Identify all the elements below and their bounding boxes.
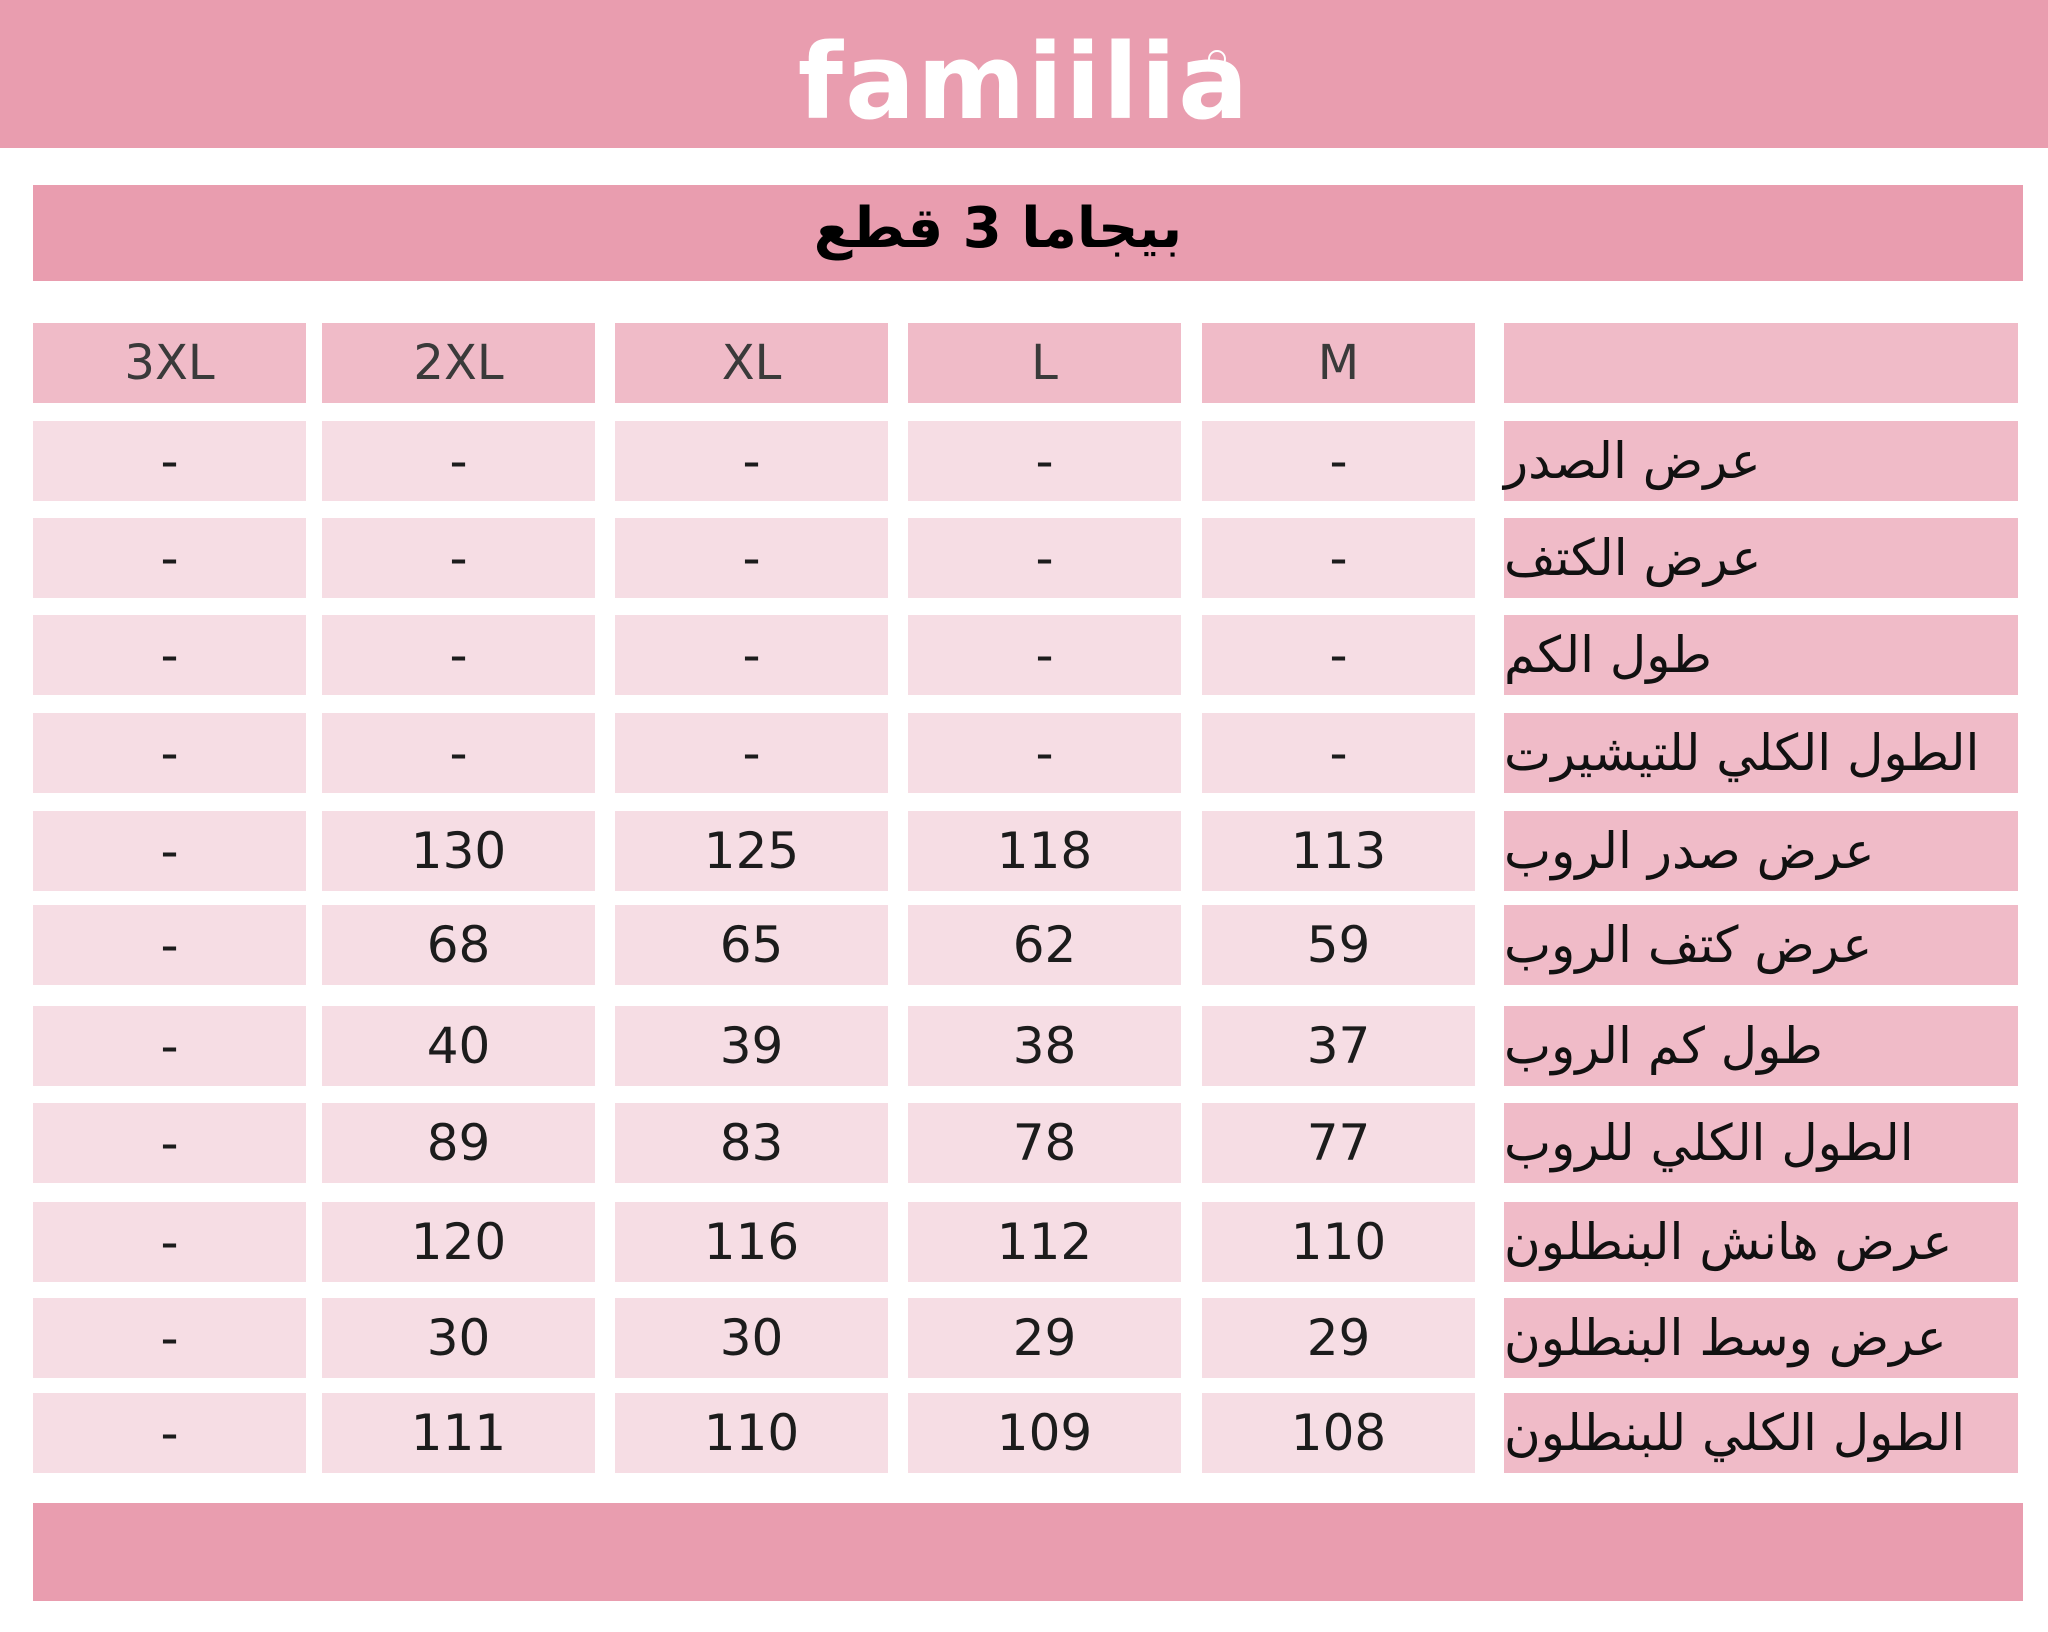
table-cell-3xl: - — [33, 811, 306, 891]
table-cell-3xl: - — [33, 1006, 306, 1086]
table-cell-xl: 65 — [615, 905, 888, 985]
table-cell-xl: - — [615, 518, 888, 598]
row-label — [1504, 615, 2018, 695]
table-cell-m: 110 — [1202, 1202, 1475, 1282]
table-cell-l: 109 — [908, 1393, 1181, 1473]
row-label-text: الطول الكلي للبنطلون — [1504, 1404, 1966, 1462]
table-cell-xl: - — [615, 713, 888, 793]
table-cell-l: - — [908, 518, 1181, 598]
table-cell-2xl: - — [322, 421, 595, 501]
corner-header-cell — [1504, 323, 2018, 403]
table-cell-l: - — [908, 421, 1181, 501]
table-cell-m: - — [1202, 615, 1475, 695]
row-label — [1504, 811, 2018, 891]
table-cell-xl: 110 — [615, 1393, 888, 1473]
table-cell-2xl: 120 — [322, 1202, 595, 1282]
table-cell-m: - — [1202, 518, 1475, 598]
table-cell-m: 59 — [1202, 905, 1475, 985]
table-cell-2xl: - — [322, 615, 595, 695]
table-cell-xl: - — [615, 615, 888, 695]
row-label-text: عرض صدر الروب — [1504, 822, 1875, 880]
table-cell-l: - — [908, 615, 1181, 695]
table-cell-xl: - — [615, 421, 888, 501]
table-cell-l: 38 — [908, 1006, 1181, 1086]
brand-logo: famiilia — [797, 21, 1251, 143]
column-header-xl: XL — [615, 323, 888, 403]
row-label — [1504, 1298, 2018, 1378]
row-label-text: الطول الكلي للروب — [1504, 1114, 1914, 1172]
table-cell-2xl: 130 — [322, 811, 595, 891]
table-cell-xl: 125 — [615, 811, 888, 891]
row-label-text: طول كم الروب — [1504, 1017, 1823, 1075]
row-label-text: عرض الكتف — [1504, 529, 1762, 587]
table-cell-l: 29 — [908, 1298, 1181, 1378]
table-cell-m: 108 — [1202, 1393, 1475, 1473]
table-cell-3xl: - — [33, 518, 306, 598]
row-label — [1504, 518, 2018, 598]
row-label — [1504, 1393, 2018, 1473]
table-cell-xl: 39 — [615, 1006, 888, 1086]
table-cell-xl: 30 — [615, 1298, 888, 1378]
table-cell-m: 113 — [1202, 811, 1475, 891]
table-cell-m: - — [1202, 713, 1475, 793]
column-header-m: M — [1202, 323, 1475, 403]
table-cell-l: - — [908, 713, 1181, 793]
row-label — [1504, 1006, 2018, 1086]
table-cell-3xl: - — [33, 713, 306, 793]
table-cell-m: 77 — [1202, 1103, 1475, 1183]
table-cell-m: - — [1202, 421, 1475, 501]
footer-band — [33, 1503, 2023, 1601]
column-header-3xl: 3XL — [33, 323, 306, 403]
row-label-text: الطول الكلي للتيشيرت — [1504, 724, 1980, 782]
table-cell-3xl: - — [33, 421, 306, 501]
table-cell-3xl: - — [33, 1298, 306, 1378]
table-cell-l: 118 — [908, 811, 1181, 891]
table-cell-xl: 83 — [615, 1103, 888, 1183]
table-cell-2xl: 111 — [322, 1393, 595, 1473]
table-cell-3xl: - — [33, 1202, 306, 1282]
table-cell-2xl: 30 — [322, 1298, 595, 1378]
table-cell-xl: 116 — [615, 1202, 888, 1282]
table-cell-2xl: - — [322, 713, 595, 793]
page-title: بيجاما 3 قطع — [813, 196, 1183, 261]
row-label-text: عرض كتف الروب — [1504, 916, 1873, 974]
table-cell-m: 37 — [1202, 1006, 1475, 1086]
row-label-text: طول الكم — [1504, 626, 1712, 684]
table-cell-l: 62 — [908, 905, 1181, 985]
row-label-text: عرض الصدر — [1504, 432, 1761, 490]
column-header-2xl: 2XL — [322, 323, 595, 403]
title-band — [33, 185, 2023, 281]
table-cell-2xl: 68 — [322, 905, 595, 985]
column-header-l: L — [908, 323, 1181, 403]
row-label — [1504, 421, 2018, 501]
header-band — [0, 0, 2048, 148]
row-label — [1504, 713, 2018, 793]
row-label-text: عرض وسط البنطلون — [1504, 1309, 1947, 1367]
table-cell-2xl: 40 — [322, 1006, 595, 1086]
table-cell-2xl: 89 — [322, 1103, 595, 1183]
table-cell-l: 112 — [908, 1202, 1181, 1282]
row-label — [1504, 905, 2018, 985]
row-label-text: عرض هانش البنطلون — [1504, 1213, 1953, 1271]
row-label — [1504, 1202, 2018, 1282]
table-cell-3xl: - — [33, 1393, 306, 1473]
registered-mark-icon — [1208, 50, 1226, 68]
table-cell-3xl: - — [33, 1103, 306, 1183]
table-cell-3xl: - — [33, 905, 306, 985]
table-cell-m: 29 — [1202, 1298, 1475, 1378]
row-label — [1504, 1103, 2018, 1183]
table-cell-3xl: - — [33, 615, 306, 695]
table-cell-l: 78 — [908, 1103, 1181, 1183]
table-cell-2xl: - — [322, 518, 595, 598]
